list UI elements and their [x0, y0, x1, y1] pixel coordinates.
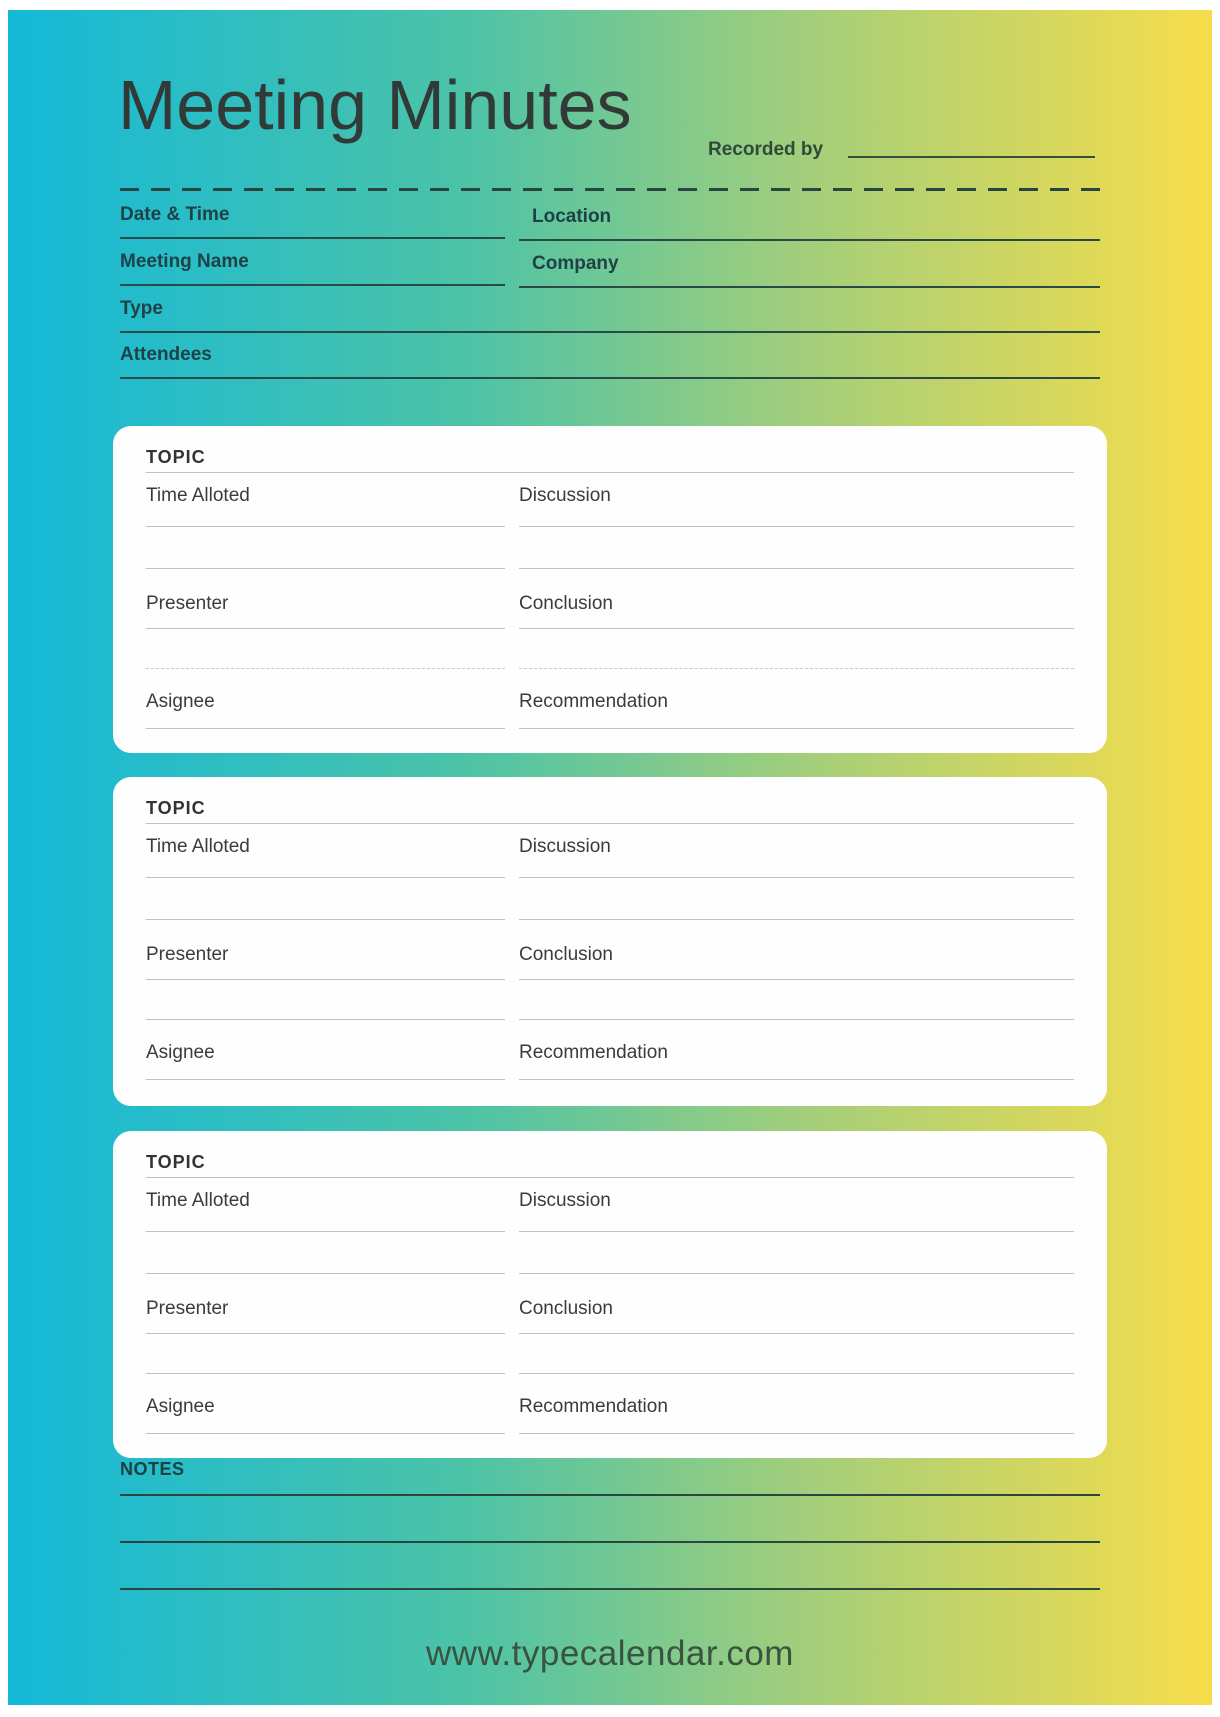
- notes-input-line[interactable]: [120, 1541, 1100, 1543]
- topic-input-line[interactable]: [146, 472, 1074, 473]
- asignee-input-line[interactable]: [146, 1433, 505, 1434]
- recommendation-label: Recommendation: [519, 691, 668, 712]
- writing-line[interactable]: [519, 1273, 1074, 1274]
- presenter-input-line[interactable]: [146, 628, 505, 629]
- presenter-label: Presenter: [146, 944, 229, 965]
- topic-card: [113, 1131, 1107, 1458]
- asignee-input-line[interactable]: [146, 1079, 505, 1080]
- page-title: Meeting Minutes: [118, 66, 632, 144]
- discussion-label: Discussion: [519, 485, 611, 506]
- recorded-by-input-line[interactable]: [848, 156, 1095, 158]
- footer-website-link[interactable]: www.typecalendar.com: [426, 1634, 794, 1673]
- writing-line[interactable]: [146, 919, 505, 920]
- attendees-label: Attendees: [120, 344, 212, 365]
- recommendation-input-line[interactable]: [519, 1433, 1074, 1434]
- writing-line[interactable]: [519, 568, 1074, 569]
- writing-line[interactable]: [146, 1019, 505, 1020]
- discussion-label: Discussion: [519, 1190, 611, 1211]
- discussion-input-line[interactable]: [519, 526, 1074, 527]
- recorded-by-label: Recorded by: [708, 139, 824, 160]
- conclusion-label: Conclusion: [519, 944, 613, 965]
- writing-line[interactable]: [146, 668, 505, 669]
- date-time-input-line[interactable]: [120, 237, 505, 239]
- time-alloted-label: Time Alloted: [146, 1190, 250, 1211]
- asignee-input-line[interactable]: [146, 728, 505, 729]
- asignee-label: Asignee: [146, 1042, 215, 1063]
- conclusion-input-line[interactable]: [519, 628, 1074, 629]
- location-input-line[interactable]: [519, 239, 1100, 241]
- attendees-input-line[interactable]: [120, 377, 1100, 379]
- writing-line[interactable]: [146, 1373, 505, 1374]
- time-alloted-label: Time Alloted: [146, 485, 250, 506]
- topic-input-line[interactable]: [146, 823, 1074, 824]
- location-label: Location: [532, 206, 612, 227]
- recommendation-input-line[interactable]: [519, 1079, 1074, 1080]
- recommendation-label: Recommendation: [519, 1042, 668, 1063]
- date-time-label: Date & Time: [120, 204, 230, 225]
- time-alloted-label: Time Alloted: [146, 836, 250, 857]
- conclusion-input-line[interactable]: [519, 979, 1074, 980]
- writing-line[interactable]: [519, 668, 1074, 669]
- presenter-input-line[interactable]: [146, 1333, 505, 1334]
- topic-input-line[interactable]: [146, 1177, 1074, 1178]
- asignee-label: Asignee: [146, 1396, 215, 1417]
- writing-line[interactable]: [519, 1373, 1074, 1374]
- asignee-label: Asignee: [146, 691, 215, 712]
- type-label: Type: [120, 298, 163, 319]
- discussion-input-line[interactable]: [519, 1231, 1074, 1232]
- time-alloted-input-line[interactable]: [146, 877, 505, 878]
- type-input-line[interactable]: [120, 331, 1100, 333]
- discussion-input-line[interactable]: [519, 877, 1074, 878]
- recommendation-input-line[interactable]: [519, 728, 1074, 729]
- presenter-label: Presenter: [146, 593, 229, 614]
- presenter-label: Presenter: [146, 1298, 229, 1319]
- meeting-name-label: Meeting Name: [120, 251, 249, 272]
- topic-card: [113, 426, 1107, 753]
- writing-line[interactable]: [519, 1019, 1074, 1020]
- topic-label: TOPIC: [146, 798, 206, 818]
- writing-line[interactable]: [146, 1273, 505, 1274]
- company-label: Company: [532, 253, 619, 274]
- time-alloted-input-line[interactable]: [146, 1231, 505, 1232]
- conclusion-input-line[interactable]: [519, 1333, 1074, 1334]
- time-alloted-input-line[interactable]: [146, 526, 505, 527]
- writing-line[interactable]: [146, 568, 505, 569]
- company-input-line[interactable]: [519, 286, 1100, 288]
- topic-label: TOPIC: [146, 1152, 206, 1172]
- meeting-name-input-line[interactable]: [120, 284, 505, 286]
- writing-line[interactable]: [519, 919, 1074, 920]
- dashed-divider: [120, 188, 1100, 191]
- topic-label: TOPIC: [146, 447, 206, 467]
- notes-input-line[interactable]: [120, 1588, 1100, 1590]
- topic-card: [113, 777, 1107, 1106]
- recommendation-label: Recommendation: [519, 1396, 668, 1417]
- conclusion-label: Conclusion: [519, 593, 613, 614]
- notes-input-line[interactable]: [120, 1494, 1100, 1496]
- notes-label: NOTES: [120, 1459, 185, 1479]
- presenter-input-line[interactable]: [146, 979, 505, 980]
- discussion-label: Discussion: [519, 836, 611, 857]
- conclusion-label: Conclusion: [519, 1298, 613, 1319]
